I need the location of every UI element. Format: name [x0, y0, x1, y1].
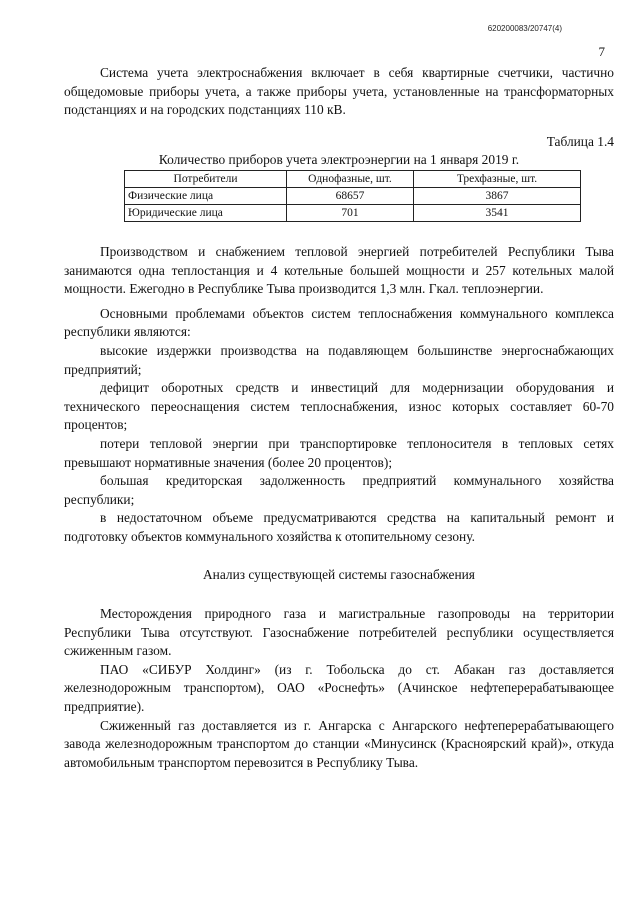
page-number: 7 — [598, 44, 605, 59]
gas-paragraph: Сжиженный газ доставляется из г. Ангарска с Ангарского нефтеперерабатывающего завода железнодорожным транспортом до станции «Минусинск (Красноярский край)», откуда автомобильным транспортом перевозится в Республику Тыва. — [64, 717, 614, 770]
intro-paragraph: Система учета электроснабжения включает в себя квартирные счетчики, частично общедомовые приборы учета, а также приборы учета, установленные на трансформаторных подстанциях и на городских подстанциях 110 кВ. — [64, 65, 614, 118]
table-header-cell: Трехфазные, шт. — [414, 170, 581, 187]
table-cell: 3541 — [414, 204, 581, 221]
heat-list-item: в недостаточном объеме предусматриваются средства на капитальный ремонт и подготовку объектов коммунального хозяйства к отопительному сезону. — [64, 510, 614, 544]
table-cell: Физические лица — [125, 187, 287, 204]
table-title: Количество приборов учета электроэнергии на 1 января 2019 г. — [158, 152, 520, 168]
table-cell: 3867 — [414, 187, 581, 204]
heat-list-item: большая кредиторская задолженность предприятий коммунального хозяйства республики; — [64, 473, 614, 507]
section-heading: Анализ существующей системы газоснабжения — [203, 567, 475, 583]
heat-paragraph: Основными проблемами объектов систем теплоснабжения коммунального комплекса республики являются: — [64, 305, 614, 340]
gas-paragraph: ПАО «СИБУР Холдинг» (из г. Тобольска до ст. Абакан газ доставляется железнодорожным транспортом), ОАО «Роснефть» (Ачинское нефтеперерабатывающее предприятие). — [64, 661, 614, 715]
page-content — [64, 64, 614, 772]
heat-list-item: высокие издержки производства на подавляющем большинстве энергоснабжающих предприятий; — [64, 342, 614, 377]
table-header-cell: Потребители — [125, 170, 287, 187]
heat-list-item: потери тепловой энергии при транспортировке теплоносителя в тепловых сетях превышают нормативные значения (более 20 процентов); — [64, 435, 614, 470]
document-code: 620200083/20747(4) — [487, 24, 562, 33]
gas-paragraph: Месторождения природного газа и магистральные газопроводы на территории Республики Тыва отсутствуют. Газоснабжение потребителей республики осуществляется сжиженным газом. — [64, 606, 614, 659]
table-row — [125, 187, 581, 204]
table-cell: 68657 — [287, 187, 414, 204]
table-header-cell: Однофазные, шт. — [287, 170, 414, 187]
meters-table — [124, 170, 581, 222]
table-cell: 701 — [287, 204, 414, 221]
table-header-row — [125, 170, 581, 187]
heat-list-item: дефицит оборотных средств и инвестиций для модернизации оборудования и технического переоснащения систем теплоснабжения, износ которых составляет 60-70 процентов; — [64, 380, 614, 433]
heat-paragraph: Производством и снабжением тепловой энергией потребителей Республики Тыва занимаются одна теплостанция и 4 котельные большей мощности и 257 котельных малой мощности. Ежегодно в Республике Тыва производится 1,3 млн. Гкал. теплоэнергии. — [64, 243, 614, 297]
table-label: Таблица 1.4 — [546, 133, 614, 149]
table-cell: Юридические лица — [125, 204, 287, 221]
table-row — [125, 204, 581, 221]
